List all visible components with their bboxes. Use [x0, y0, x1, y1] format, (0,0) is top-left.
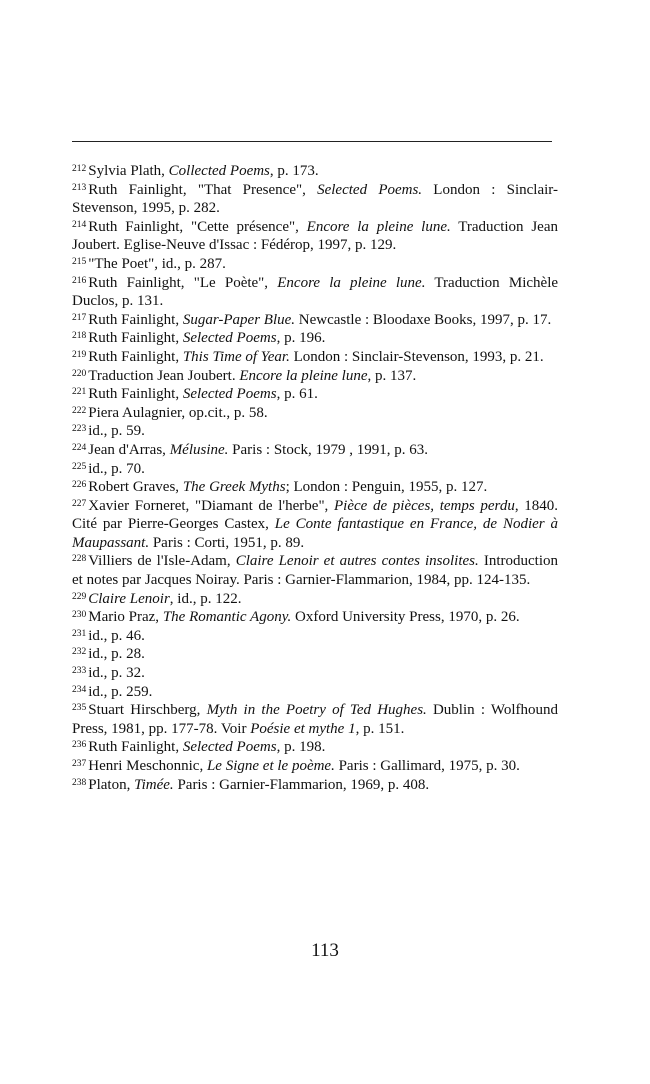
footnote-number: 222 [72, 405, 87, 416]
footnote-text: Traduction Michèle Duclos, p. 131. [72, 274, 559, 310]
footnote-text: Piera Aulagnier, op.cit., p. 58. [88, 404, 268, 421]
footnote-number: 229 [72, 591, 87, 602]
footnote-text: Xavier Forneret, "Diamant de l'herbe", [88, 497, 334, 514]
footnote-title-italic: The Romantic Agony. [162, 609, 292, 626]
footnote-title-italic: Mélusine. [169, 441, 229, 458]
footnote-number: 226 [72, 480, 87, 491]
footnote-number: 237 [72, 759, 87, 769]
footnote [72, 385, 558, 404]
footnote-text: Ruth Fainlight, [88, 739, 183, 756]
footnote-text: Sylvia Plath, [88, 163, 169, 179]
footnote-title-italic: Le Conte fantastique en France, de Nodier à Maupassant. [72, 516, 558, 551]
footnote-title-italic: Selected Poems [182, 739, 277, 756]
footnote-number: 223 [72, 424, 87, 435]
footnote-number: 227 [72, 498, 87, 509]
footnote-text: Ruth Fainlight, "Cette présence", [88, 218, 307, 235]
footnote-text: , 1840. Cité par Pierre-Georges Castex, [72, 497, 559, 533]
footnote-text: Henri Meschonnic, [88, 758, 207, 774]
footnote-text: , id., p. 122. [169, 590, 242, 607]
footnote-text: id., p. 70. [88, 460, 145, 477]
footnote-title-italic: Encore la pleine lune [239, 367, 368, 384]
footnote-number: 231 [72, 628, 87, 639]
footnote [72, 422, 558, 441]
footnote-text: id., p. 32. [88, 665, 145, 682]
footnote [72, 255, 558, 274]
footnote-number: 219 [72, 349, 87, 360]
footnote-separator [72, 141, 552, 142]
footnote-number: 215 [72, 256, 87, 267]
footnote-text: , p. 137. [367, 367, 417, 384]
footnote-number: 234 [72, 684, 87, 695]
footnote [72, 627, 558, 646]
footnote-number: 220 [72, 368, 87, 379]
footnote-text: Introduction et notes par Jacques Noiray. Paris : Garnier-Flammarion, 1984, pp. 124-135. [72, 553, 559, 589]
footnote-text: , p. 61. [276, 386, 318, 403]
footnote-text: Robert Graves, [88, 479, 183, 496]
footnote-number: 214 [72, 219, 87, 230]
footnote-title-italic: Selected Poems. [317, 181, 423, 198]
footnote-number: 228 [72, 554, 87, 565]
footnote-text: , p. 198. [276, 739, 326, 756]
footnote-number: 230 [72, 610, 87, 621]
footnote-text: id., p. 59. [88, 423, 145, 440]
footnote-title-italic: Pièce de pièces, temps perdu [334, 497, 515, 514]
footnote [72, 329, 558, 348]
footnote-text: London : Sinclair-Stevenson, 1993, p. 21. [289, 348, 544, 365]
footnote-title-italic: Timée. [134, 776, 174, 793]
footnote-text: Traduction Jean Joubert. Eglise-Neuve d'Issac : Fédérop, 1997, p. 129. [72, 218, 558, 254]
footnote-text: Paris : Garnier-Flammarion, 1969, p. 408. [173, 776, 430, 793]
footnote-number: 232 [72, 647, 87, 658]
footnote-text: , p. 151. [355, 720, 405, 737]
footnote-number: 238 [72, 777, 87, 788]
footnote [72, 701, 558, 738]
footnote [72, 460, 558, 479]
footnote-title-italic: Poésie et mythe 1 [250, 720, 356, 737]
footnote-text: Ruth Fainlight, "Le Poète", [88, 274, 278, 291]
footnote-text: Jean d'Arras, [88, 441, 170, 458]
footnote-title-italic: Selected Poems [182, 330, 277, 347]
footnote-text: , p. 173. [269, 163, 319, 179]
footnote-text: Newcastle : Bloodaxe Books, 1997, p. 17. [295, 311, 552, 328]
footnote-number: 225 [72, 461, 87, 472]
footnote [72, 162, 558, 181]
footnote-text: Ruth Fainlight, "That Presence", [88, 181, 318, 198]
footnote [72, 311, 558, 330]
footnote [72, 497, 558, 553]
footnote-number: 213 [72, 182, 87, 193]
footnote-number: 217 [72, 312, 87, 323]
footnote-title-italic: Myth in the Poetry of Ted Hughes. [206, 702, 427, 719]
footnote-title-italic: Collected Poems [168, 163, 270, 179]
footnote [72, 757, 558, 776]
footnote-title-italic: This Time of Year. [182, 348, 290, 365]
footnote-text: Ruth Fainlight, [88, 348, 183, 365]
footnote [72, 218, 558, 255]
footnote-title-italic: Claire Lenoir et autres contes insolites. [235, 553, 479, 570]
footnote-title-italic: Le Signe et le poème. [206, 758, 335, 774]
footnote [72, 181, 558, 218]
footnote [72, 274, 558, 311]
footnote-number: 233 [72, 666, 87, 677]
footnote [72, 776, 558, 795]
page-number: 113 [311, 940, 339, 961]
footnote-text: , p. 196. [276, 330, 326, 347]
footnote [72, 478, 558, 497]
footnote-title-italic: Encore la pleine lune. [277, 274, 426, 291]
footnote [72, 738, 558, 757]
footnote-text: Traduction Jean Joubert. [88, 367, 240, 384]
footnote-number: 235 [72, 703, 87, 714]
footnote [72, 608, 558, 627]
footnote-text: Ruth Fainlight, [88, 311, 183, 328]
footnote-text: "The Poet", id., p. 287. [88, 255, 226, 272]
footnote-text: Dublin : Wolfhound Press, 1981, pp. 177-78. Voir [72, 702, 559, 737]
footnote-number: 218 [72, 331, 87, 342]
footnotes-list [72, 162, 558, 794]
footnote-text: Paris : Stock, 1979 , 1991, p. 63. [228, 441, 429, 458]
footnote-text: Ruth Fainlight, [88, 330, 183, 347]
footnote [72, 348, 558, 367]
footnote-title-italic: Selected Poems [182, 386, 277, 403]
footnote-text: ; London : Penguin, 1955, p. 127. [285, 479, 488, 496]
footnote-text: id., p. 28. [88, 646, 145, 663]
footnote-number: 224 [72, 442, 87, 453]
footnote-text: Paris : Gallimard, 1975, p. 30. [334, 758, 520, 774]
footnote-text: Villiers de l'Isle-Adam, [88, 553, 236, 570]
footnote-title-italic: Encore la pleine lune. [306, 218, 451, 235]
footnote-text: Oxford University Press, 1970, p. 26. [291, 609, 520, 626]
footnote-text: Mario Praz, [88, 609, 163, 626]
footnote-text: Ruth Fainlight, [88, 386, 183, 403]
footnote [72, 367, 558, 386]
footnote-text: Paris : Corti, 1951, p. 89. [149, 534, 305, 551]
footnote [72, 441, 558, 460]
footnote [72, 404, 558, 423]
footnote [72, 590, 558, 609]
footnote-number: 212 [72, 164, 87, 174]
footnote-title-italic: Claire Lenoir [88, 590, 170, 607]
footnote-text: id., p. 259. [88, 683, 153, 700]
footnote [72, 683, 558, 702]
footnote-text: Platon, [88, 776, 135, 793]
footnote-number: 216 [72, 275, 87, 286]
footnote-text: Stuart Hirschberg, [88, 702, 207, 719]
footnote-number: 221 [72, 387, 87, 398]
footnote-number: 236 [72, 740, 87, 751]
footnote [72, 664, 558, 683]
footnote-text: id., p. 46. [88, 627, 145, 644]
footnote [72, 645, 558, 664]
footnote-text: London : Sinclair-Stevenson, 1995, p. 282. [72, 181, 558, 217]
footnote-title-italic: Sugar-Paper Blue. [182, 311, 296, 328]
footnote [72, 552, 558, 589]
footnote-title-italic: The Greek Myths [182, 479, 286, 496]
